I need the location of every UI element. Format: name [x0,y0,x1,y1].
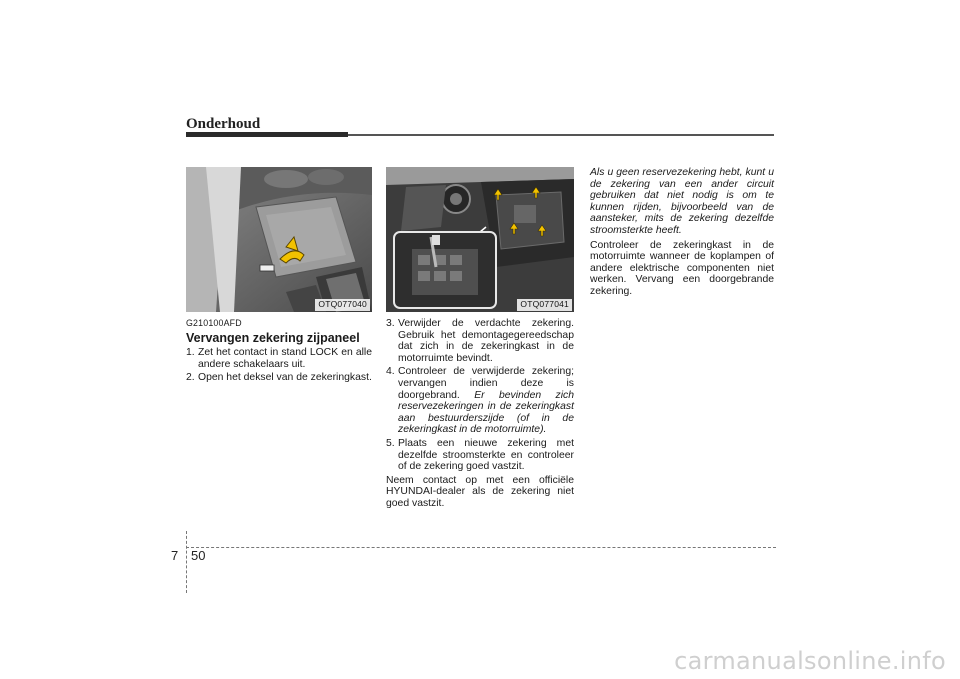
step-number: 2. [186,372,195,384]
footer-rule [186,547,776,548]
page-number: 50 [191,548,206,563]
header-bar [186,132,348,137]
step-text: Controleer de verwijderde zekering; vervangen indien deze is doorgebrand. [398,366,574,401]
image-code: OTQ077041 [517,299,572,311]
step-note: Er bevinden zich reservezekeringen in de zekeringkast aan bestuurderszijde (of in de zekeringkast in de motorruimte). [398,389,574,436]
interior-fuse-panel-photo [186,167,372,312]
step-text: Open het deksel van de zekeringkast. [198,372,372,384]
step-number: 5. [386,437,395,449]
step-text: Plaats een nieuwe zekering met dezelfde stroomsterkte en controleer of de zekering goed vastzit. [398,437,574,473]
step-5 [386,438,574,473]
watermark-link[interactable]: carmanualsonline.info [674,647,946,675]
left-column [186,167,372,386]
section-code: G210100AFD [186,318,242,328]
step-text: Verwijder de verdachte zekering. Gebruik het demontagegereedschap dat zich in de zekeringkast in de motorruimte bevindt. [398,318,574,364]
step-1 [186,347,372,370]
page-header-title: Onderhoud [186,116,261,132]
step-number: 3. [386,318,395,329]
step-text: Zet het contact in stand LOCK en alle andere schakelaars uit. [198,347,372,370]
footer-divider [186,531,187,593]
spare-fuse-note: Als u geen reservezekering hebt, kunt u de zekering van een ander circuit gebruiken dat niet nodig is om te kunnen rijden, bijvoorbeeld van de aansteker, mits de zekering dezelfde stroomsterkte heeft. [590,167,774,236]
engine-fuse-paragraph: Controleer de zekeringkast in de motorruimte wanneer de koplampen of andere elektrische componenten niet werken. Vervang een doorgebrande zekering. [590,239,774,297]
header-rule [348,134,774,136]
step-number: 4. [386,366,395,378]
image-code: OTQ077040 [315,299,370,311]
step-2 [186,372,372,384]
step-text-block [398,366,574,436]
closing-paragraph: Neem contact op met een officiële HYUNDAI-dealer als de zekering niet goed vastzit. [386,474,574,509]
middle-column [386,167,574,514]
engine-fuse-box-photo [386,167,574,312]
section-heading: Vervangen zekering zijpaneel [186,330,360,345]
step-4 [386,366,574,436]
right-column [590,167,774,301]
step-number: 1. [186,347,195,359]
step-3 [386,318,574,364]
chapter-number: 7 [171,548,179,563]
